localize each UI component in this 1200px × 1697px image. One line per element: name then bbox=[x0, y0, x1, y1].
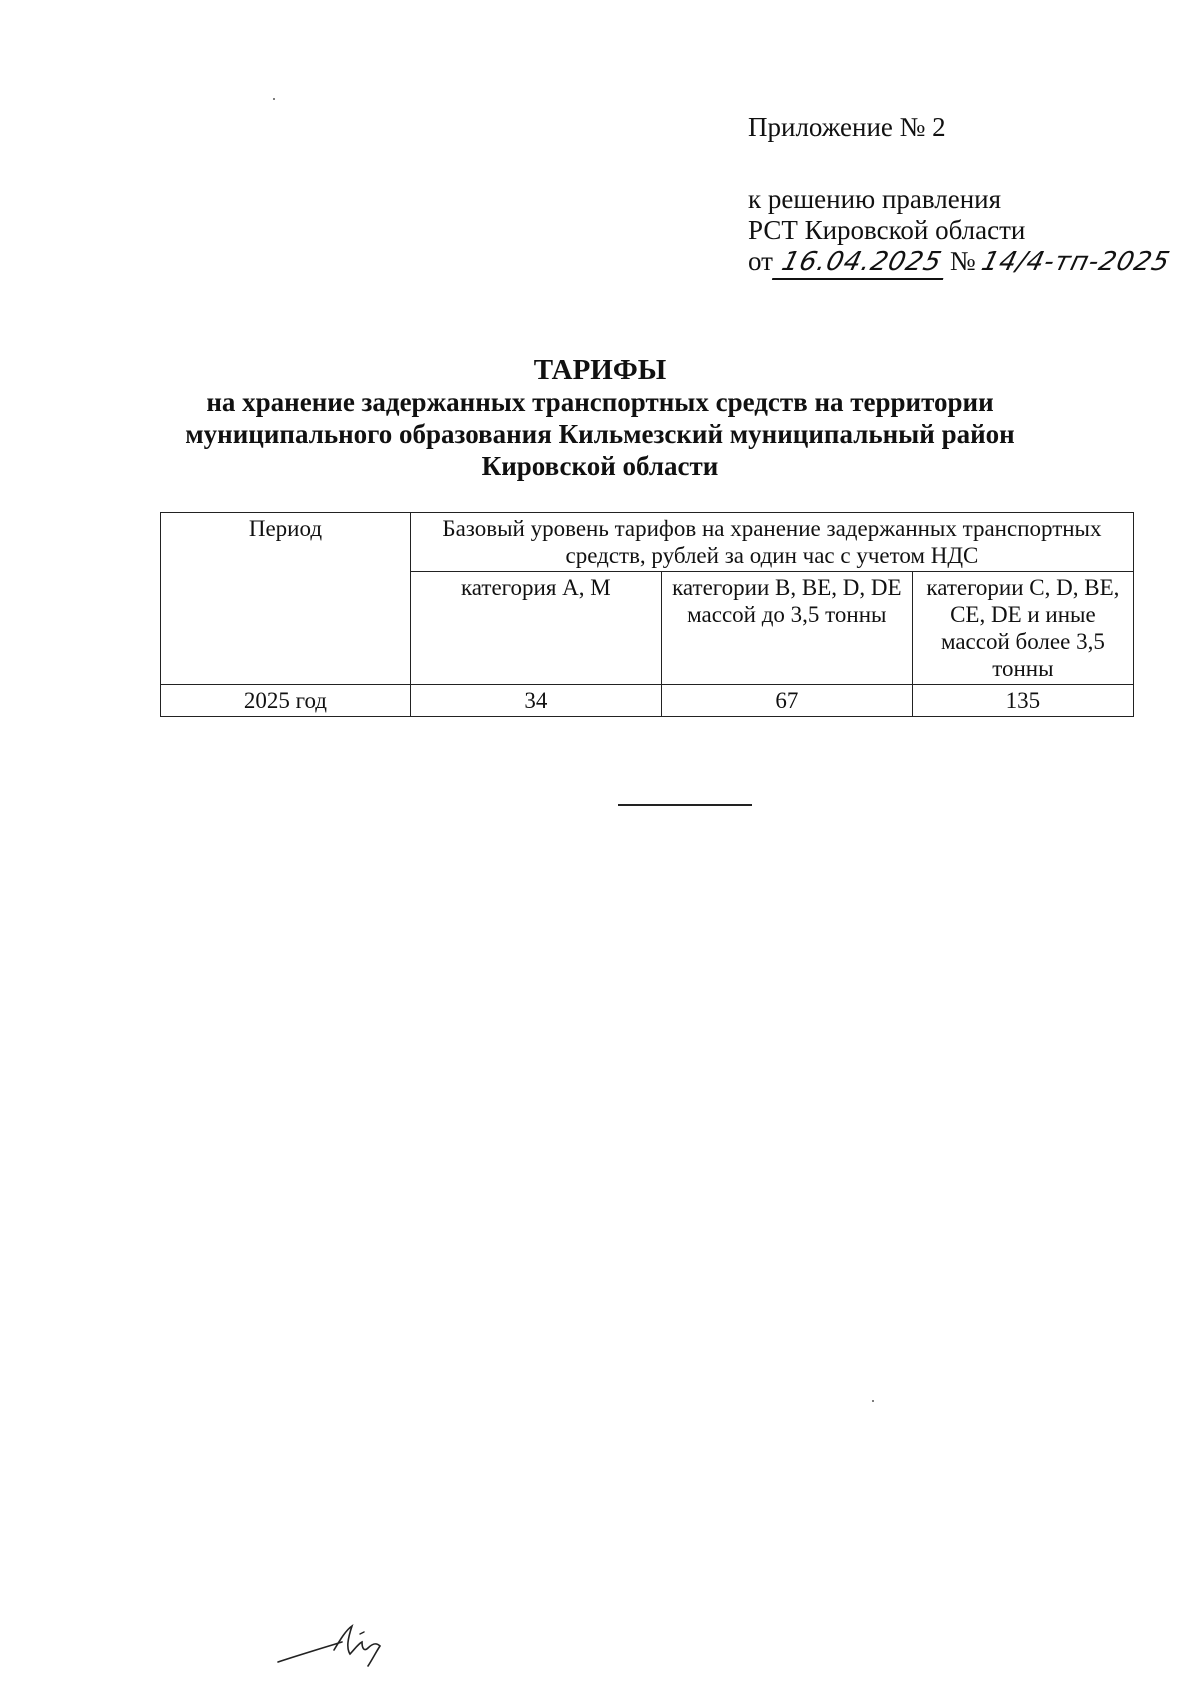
subtitle-line-2: муниципального образования Кильмезский муниципальный район bbox=[185, 419, 1015, 449]
end-of-document-line bbox=[618, 804, 752, 806]
signature-mark bbox=[276, 1620, 406, 1670]
category-header-a-m: категория А, М bbox=[410, 572, 661, 685]
subtitle-line-3: Кировской области bbox=[481, 451, 719, 481]
appendix-label: Приложение № 2 bbox=[748, 112, 946, 142]
category-header-c-d-be-ce-de: категории С, D, ВЕ, СЕ, DE и иные массой более 3,5 тонны bbox=[912, 572, 1133, 685]
reference-line-2: РСТ Кировской области bbox=[748, 215, 1026, 245]
tariff-value-cell-b-be-d-de: 67 bbox=[661, 685, 912, 717]
table-row bbox=[161, 685, 1134, 717]
table-header-row bbox=[161, 513, 1134, 572]
document-subtitle bbox=[0, 386, 1200, 482]
document-title: ТАРИФЫ bbox=[533, 354, 667, 386]
scan-speck bbox=[872, 1400, 874, 1402]
reference-line-1: к решению правления bbox=[748, 184, 1002, 214]
handwritten-date: 16.04.2025 bbox=[772, 247, 951, 280]
period-cell: 2025 год bbox=[161, 685, 411, 717]
category-header-b-be-d-de: категории В, ВЕ, D, DE массой до 3,5 тонны bbox=[661, 572, 912, 685]
decision-reference bbox=[748, 184, 1173, 280]
tariff-value-cell-a-m: 34 bbox=[410, 685, 661, 717]
scan-speck bbox=[273, 98, 275, 100]
tariff-value-cell-c-d-be-ce-de: 135 bbox=[912, 685, 1133, 717]
reference-from-label: от bbox=[748, 246, 773, 276]
reference-number-sign: № bbox=[949, 246, 976, 276]
reference-date-line bbox=[748, 246, 1173, 280]
subtitle-line-1: на хранение задержанных транспортных средств на территории bbox=[206, 387, 994, 417]
tariff-table bbox=[160, 512, 1134, 717]
base-tariff-header-cell: Базовый уровень тарифов на хранение задержанных транспортных средств, рублей за один час с учетом НДС bbox=[410, 513, 1133, 572]
handwritten-number: 14/4-тп-2025 bbox=[977, 247, 1173, 277]
period-header-cell: Период bbox=[161, 513, 411, 685]
